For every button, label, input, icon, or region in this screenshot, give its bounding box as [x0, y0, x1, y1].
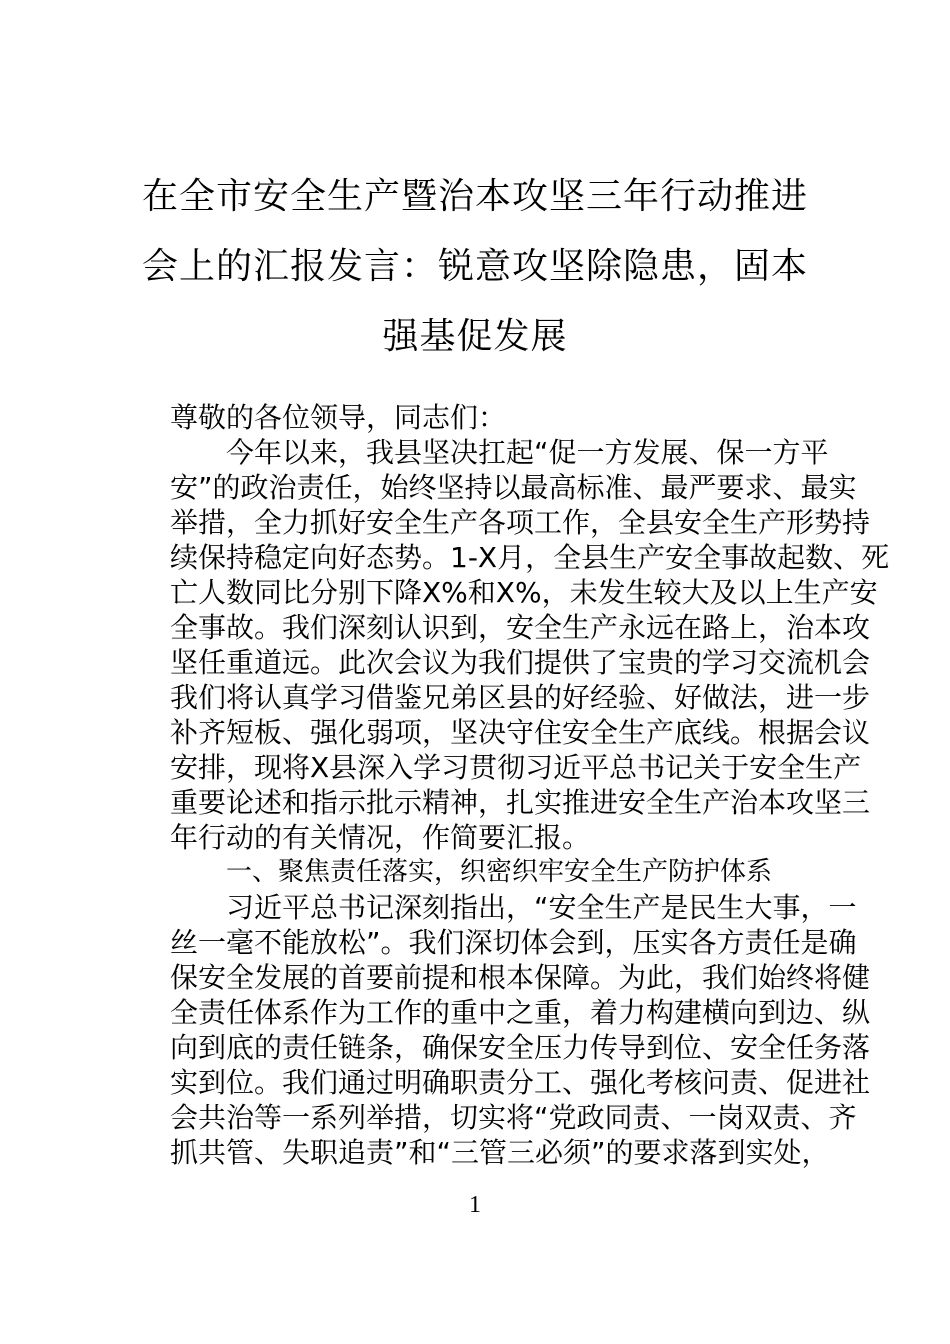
- paragraph-line: 我们将认真学习借鉴兄弟区县的好经验、好做法，进一步: [170, 681, 871, 714]
- paragraph-line: 补齐短板、强化弱项，坚决守住安全生产底线。根据会议: [170, 716, 871, 749]
- paragraph-line: 丝一毫不能放松”。我们深切体会到，压实各方责任是确: [170, 926, 857, 959]
- document-body: [170, 400, 890, 1170]
- paragraph-line: 亡人数同比分别下降X%和X%，未发生较大及以上生产安: [170, 576, 878, 609]
- section-heading: 一、聚焦责任落实，织密织牢安全生产防护体系: [226, 857, 773, 887]
- salutation: 尊敬的各位领导，同志们：: [170, 401, 507, 434]
- paragraph-line: 举措，全力抓好安全生产各项工作，全县安全生产形势持: [170, 506, 871, 539]
- paragraph-line: 安”的政治责任，始终坚持以最高标准、最严要求、最实: [170, 471, 857, 504]
- paragraph-line: 坚任重道远。此次会议为我们提供了宝贵的学习交流机会: [170, 646, 871, 679]
- paragraph-line: 实到位。我们通过明确职责分工、强化考核问责、促进社: [170, 1066, 871, 1099]
- document-title-line-3: 强基促发展: [382, 316, 568, 357]
- paragraph-line: 今年以来，我县坚决扛起“促一方发展、保一方平: [226, 436, 829, 469]
- document-title-line-1: 在全市安全生产暨治本攻坚三年行动推进: [141, 176, 808, 217]
- paragraph-line: 年行动的有关情况，作简要汇报。: [170, 821, 591, 854]
- page-number: 1: [469, 1192, 481, 1218]
- paragraph-line: 向到底的责任链条，确保安全压力传导到位、安全任务落: [170, 1031, 871, 1064]
- paragraph-line: 全责任体系作为工作的重中之重，着力构建横向到边、纵: [170, 996, 871, 1029]
- paragraph-line: 保安全发展的首要前提和根本保障。为此，我们始终将健: [170, 961, 871, 994]
- paragraph-line: 续保持稳定向好态势。1-X月，全县生产安全事故起数、死: [170, 541, 890, 574]
- paragraph-line: 安排，现将X县深入学习贯彻习近平总书记关于安全生产: [170, 751, 862, 784]
- paragraph-line: 抓共管、失职追责”和“三管三必须”的要求落到实处，: [170, 1136, 830, 1169]
- paragraph-line: 会共治等一系列举措，切实将“党政同责、一岗双责、齐: [170, 1101, 857, 1134]
- paragraph-line: 全事故。我们深刻认识到，安全生产永远在路上，治本攻: [170, 611, 871, 644]
- document-title-line-2: 会上的汇报发言：锐意攻坚除隐患，固本: [141, 246, 808, 287]
- paragraph-line: 习近平总书记深刻指出，“安全生产是民生大事，一: [226, 891, 857, 924]
- paragraph-line: 重要论述和指示批示精神，扎实推进安全生产治本攻坚三: [170, 786, 871, 819]
